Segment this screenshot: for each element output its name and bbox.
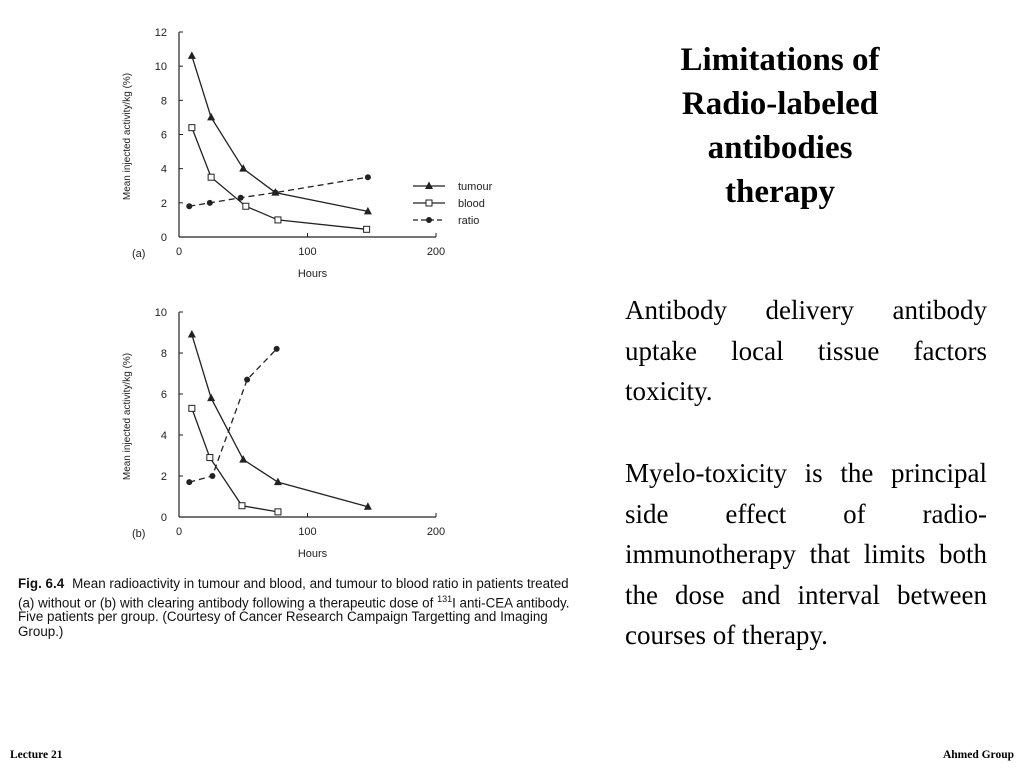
figure-caption-label: Fig. 6.4 — [18, 576, 65, 591]
y-tick-label: 8 — [160, 348, 167, 360]
chart-a-tumour-blood-without-clearing — [120, 20, 510, 290]
y-tick-label: 2 — [160, 197, 167, 210]
slide-title-line: Limitations of — [680, 42, 880, 78]
data-point-tumour — [274, 478, 282, 486]
chart-b-tumour-blood-with-clearing — [120, 300, 510, 568]
data-point-ratio — [207, 200, 213, 206]
slide-title — [610, 38, 950, 214]
data-point-blood — [275, 509, 281, 515]
y-axis-label: Mean injected activity/kg (%) — [122, 72, 133, 201]
legend — [413, 181, 493, 227]
y-tick-label: 6 — [160, 389, 167, 401]
data-point-blood — [189, 405, 195, 411]
data-point-blood — [243, 203, 249, 209]
data-point-ratio — [244, 377, 250, 383]
data-point-tumour — [188, 51, 196, 59]
legend-label-blood: blood — [458, 198, 485, 210]
figure-caption-superscript: 131 — [437, 593, 453, 604]
figure-caption — [18, 577, 578, 639]
legend-label-ratio: ratio — [458, 215, 480, 227]
data-point-blood — [208, 174, 214, 180]
x-tick-label: 200 — [426, 246, 446, 258]
y-tick-label: 10 — [154, 307, 167, 319]
data-point-ratio — [272, 190, 278, 196]
data-point-ratio — [365, 174, 371, 180]
axes — [122, 27, 445, 280]
data-point-blood — [189, 125, 195, 131]
x-tick-label: 0 — [175, 246, 183, 258]
series-blood — [189, 125, 370, 233]
series-line-blood — [192, 408, 278, 512]
y-tick-label: 2 — [160, 471, 167, 483]
body-paragraph-myelotoxicity: Myelo-toxicity is the principal side effect of radio-immunotherapy that limits both the dose and interval between courses of therapy. — [625, 458, 987, 650]
x-tick-label: 200 — [426, 526, 446, 538]
data-point-blood — [275, 217, 281, 223]
slide-title-line: Radio-labeled — [681, 86, 879, 122]
y-tick-label: 4 — [160, 163, 167, 176]
series-tumour — [188, 51, 372, 214]
data-point-tumour — [207, 394, 215, 402]
series-tumour — [188, 330, 372, 510]
slide-title-line: therapy — [725, 174, 835, 210]
legend-marker-blood — [426, 200, 432, 206]
footer-lecture: Lecture 21 — [10, 749, 63, 761]
series-line-blood — [192, 128, 367, 230]
y-tick-label: 0 — [160, 512, 167, 524]
panel-label: (a) — [132, 248, 146, 260]
data-point-tumour — [188, 330, 196, 338]
x-tick-label: 100 — [298, 246, 317, 258]
series-ratio — [186, 346, 279, 485]
figure-caption-text-2: I anti-CEA antibody. Five patients per group. (Courtesy of Cancer Research Campaign Targetting and Imaging Group.) — [18, 594, 570, 639]
body-paragraph-delivery: Antibody delivery antibody uptake local tissue factors toxicity. — [625, 295, 987, 406]
figure-caption-text-1: Mean radioactivity in tumour and blood, and tumour to blood ratio in patients treated (a) without or (b) with clearing antibody following a therapeutic dose of — [18, 576, 569, 610]
data-point-blood — [364, 226, 370, 232]
y-tick-label: 8 — [160, 95, 167, 108]
legend-marker-tumour — [425, 182, 433, 190]
axes — [122, 307, 445, 560]
data-point-blood — [207, 455, 213, 461]
data-point-blood — [239, 503, 245, 509]
data-point-ratio — [238, 195, 244, 201]
y-tick-label: 0 — [160, 232, 167, 244]
data-point-ratio — [274, 346, 280, 352]
legend-marker-ratio — [426, 217, 432, 223]
data-point-ratio — [186, 203, 192, 209]
x-axis-label: Hours — [297, 548, 328, 560]
y-axis-label: Mean injected activity/kg (%) — [122, 352, 133, 481]
x-axis-label: Hours — [297, 268, 328, 280]
y-tick-label: 6 — [160, 129, 167, 142]
series-line-tumour — [192, 335, 368, 507]
series-line-tumour — [192, 56, 368, 211]
y-tick-label: 4 — [160, 430, 167, 442]
x-tick-label: 100 — [298, 526, 317, 538]
footer-author: Ahmed Group — [942, 749, 1014, 761]
legend-label-tumour: tumour — [458, 181, 493, 193]
panel-label: (b) — [132, 528, 146, 540]
x-tick-label: 0 — [175, 526, 183, 538]
y-tick-label: 12 — [154, 27, 167, 39]
slide-title-line: antibodies — [707, 130, 853, 166]
series-blood — [189, 405, 281, 515]
data-point-tumour — [239, 455, 247, 463]
data-point-ratio — [209, 473, 215, 479]
y-tick-label: 10 — [154, 61, 167, 74]
data-point-ratio — [186, 479, 192, 485]
data-point-tumour — [207, 113, 215, 121]
